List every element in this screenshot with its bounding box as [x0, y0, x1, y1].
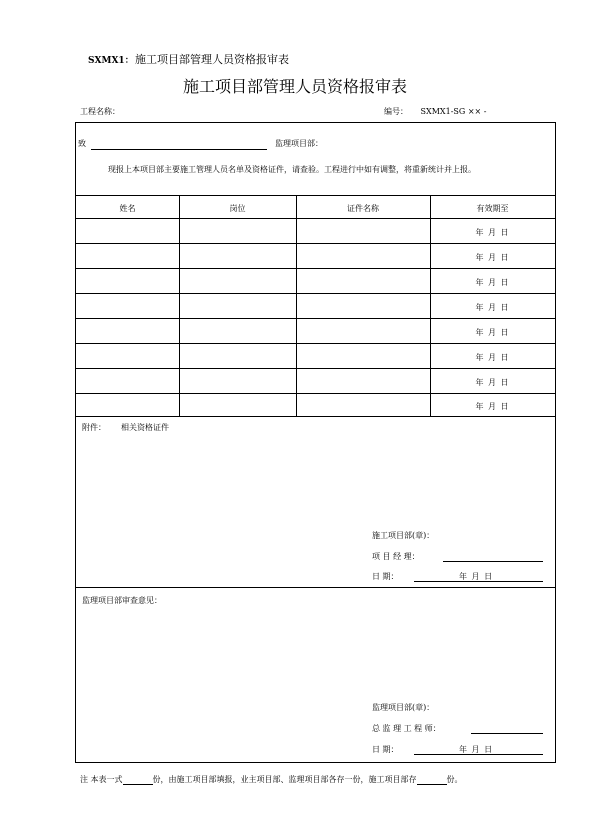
project-manager-signature-line[interactable]: [443, 561, 543, 562]
request-text: 现报上本项目部主要施工管理人员名单及资格证件，请查验。工程进行中如有调整，将重新统计并上报。: [108, 165, 476, 174]
attachment-label: 附件：: [82, 423, 106, 432]
table-row-5-valid-until: 年 月 日: [475, 328, 510, 337]
footnote-part1: 注 本表一式: [80, 775, 123, 784]
table-row-2-valid-until: 年 月 日: [475, 253, 510, 262]
project-manager-label: 项 目 经 理：: [372, 552, 420, 561]
page-title: 施工项目部管理人员资格报审表: [182, 77, 407, 96]
review-date-line[interactable]: [414, 754, 543, 755]
footnote: [80, 774, 463, 785]
construction-dept-seal: 施工项目部(章)：: [372, 531, 435, 540]
footnote-part2: 份，由施工项目部填报，业主项目部、监理项目部各存一份，施工项目部存: [152, 775, 417, 784]
col-header-name: 姓名: [119, 204, 136, 213]
table-row-7-valid-until: 年 月 日: [475, 378, 510, 387]
review-date-value: 年 月 日: [459, 745, 494, 754]
recipient-suffix: 监理项目部：: [275, 139, 323, 148]
col-header-valid-until: 有效期至: [476, 204, 509, 213]
copies-blank[interactable]: [123, 776, 153, 785]
review-opinion-label: 监理项目部审查意见：: [82, 596, 162, 605]
col-header-certificate: 证件名称: [347, 204, 379, 213]
retained-copies-blank[interactable]: [417, 776, 447, 785]
serial-label: 编号：: [384, 107, 408, 116]
supervision-dept-seal: 监理项目部(章)：: [372, 703, 435, 712]
attachment-value: 相关资格证件: [121, 423, 169, 432]
col-header-position: 岗位: [229, 204, 246, 213]
chief-engineer-signature-line[interactable]: [471, 733, 543, 734]
construction-date-label: 日 期：: [372, 572, 399, 581]
review-date-label: 日 期：: [372, 745, 399, 754]
table-row-4-valid-until: 年 月 日: [475, 303, 510, 312]
project-name-label: 工程名称：: [80, 107, 120, 116]
table-row-3-valid-until: 年 月 日: [475, 278, 510, 287]
construction-date-line[interactable]: [414, 581, 543, 582]
table-row-1-valid-until: 年 月 日: [475, 228, 510, 237]
construction-date-value: 年 月 日: [459, 572, 494, 581]
footnote-part3: 份。: [446, 775, 463, 784]
form-top-title: 施工项目部管理人员资格报审表: [135, 53, 289, 66]
chief-engineer-label: 总 监 理 工 程 师：: [372, 724, 441, 733]
to-label: 致: [78, 139, 86, 148]
table-row-6-valid-until: 年 月 日: [475, 353, 510, 362]
form-frame: [75, 122, 556, 763]
recipient-blank[interactable]: [91, 149, 267, 150]
table-row-8-valid-until: 年 月 日: [475, 402, 510, 411]
form-code: SXMX1：: [88, 56, 134, 66]
serial-value: SXMX1-SG ×× -: [420, 107, 487, 116]
serial-number: [384, 106, 486, 117]
